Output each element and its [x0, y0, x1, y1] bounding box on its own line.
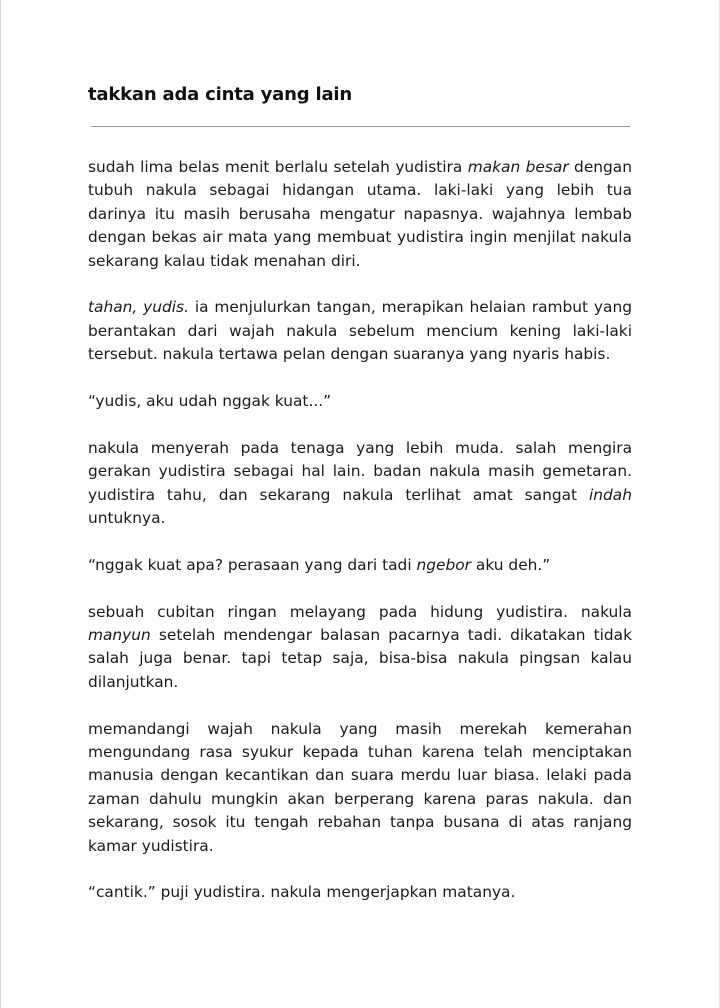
story-paragraph	[88, 296, 632, 366]
paragraph-text: “nggak kuat apa? perasaan yang dari tadi	[88, 555, 417, 574]
paragraph-text: sudah lima belas menit berlalu setelah yudistira	[88, 158, 468, 176]
italic-text: manyun	[88, 626, 151, 645]
paragraph-text: dengan tubuh nakula sebagai hidangan utama. laki-laki yang lebih tua darinya itu masih berusaha mengatur napasnya. wajahnya lembab dengan bekas air mata yang membuat yudistira ingin menjilat nakula sekarang kalau tidak menahan diri.	[88, 158, 632, 270]
page-edge-left	[0, 0, 1, 1008]
paragraph-text: setelah mendengar balasan pacarnya tadi. dikatakan tidak salah juga benar. tapi tetap saja, bisa-bisa nakula pingsan kalau dilanjutkan.	[88, 626, 632, 691]
paragraph-text: untuknya.	[88, 509, 166, 528]
story-paragraph	[88, 554, 632, 577]
paragraph-text: memandangi wajah nakula yang masih merekah kemerahan mengundang rasa syukur kepada tuhan karena telah menciptakan manusia dengan kecantikan dan suara merdu luar biasa. lelaki pada zaman dahulu mungkin akan berperang karena paras nakula. dan sekarang, sosok itu tengah rebahan tanpa busana di atas ranjang kamar yudistira.	[88, 719, 632, 855]
italic-text: indah	[589, 485, 632, 504]
story-paragraph	[88, 601, 632, 695]
story-paragraph	[88, 881, 632, 904]
paragraph-text: ia menjulurkan tangan, merapikan helaian rambut yang berantakan dari wajah nakula sebelum mencium kening laki-laki tersebut. nakula tertawa pelan dengan suaranya yang nyaris habis.	[88, 298, 632, 364]
story-paragraph	[88, 156, 632, 273]
paragraph-text: “yudis, aku udah nggak kuat...”	[88, 392, 332, 411]
story-paragraph	[88, 437, 632, 531]
paragraph-text: nakula menyerah pada tenaga yang lebih muda. salah mengira gerakan yudistira sebagai hal lain. badan nakula masih gemetaran. yudistira tahu, dan sekarang nakula terlihat amat sangat	[88, 438, 632, 504]
paragraph-text: sebuah cubitan ringan melayang pada hidung yudistira. nakula	[88, 602, 632, 621]
title-divider	[91, 126, 630, 127]
story-body	[88, 156, 632, 928]
story-paragraph	[88, 390, 632, 413]
paragraph-text: aku deh.”	[471, 555, 551, 574]
story-paragraph	[88, 718, 632, 858]
italic-text: ngebor	[416, 555, 472, 574]
chapter-title: takkan ada cinta yang lain	[88, 84, 352, 105]
italic-text: makan besar	[467, 158, 569, 176]
italic-text: tahan, yudis.	[88, 298, 189, 317]
paragraph-text: “cantik.” puji yudistira. nakula mengerjapkan matanya.	[88, 883, 516, 902]
